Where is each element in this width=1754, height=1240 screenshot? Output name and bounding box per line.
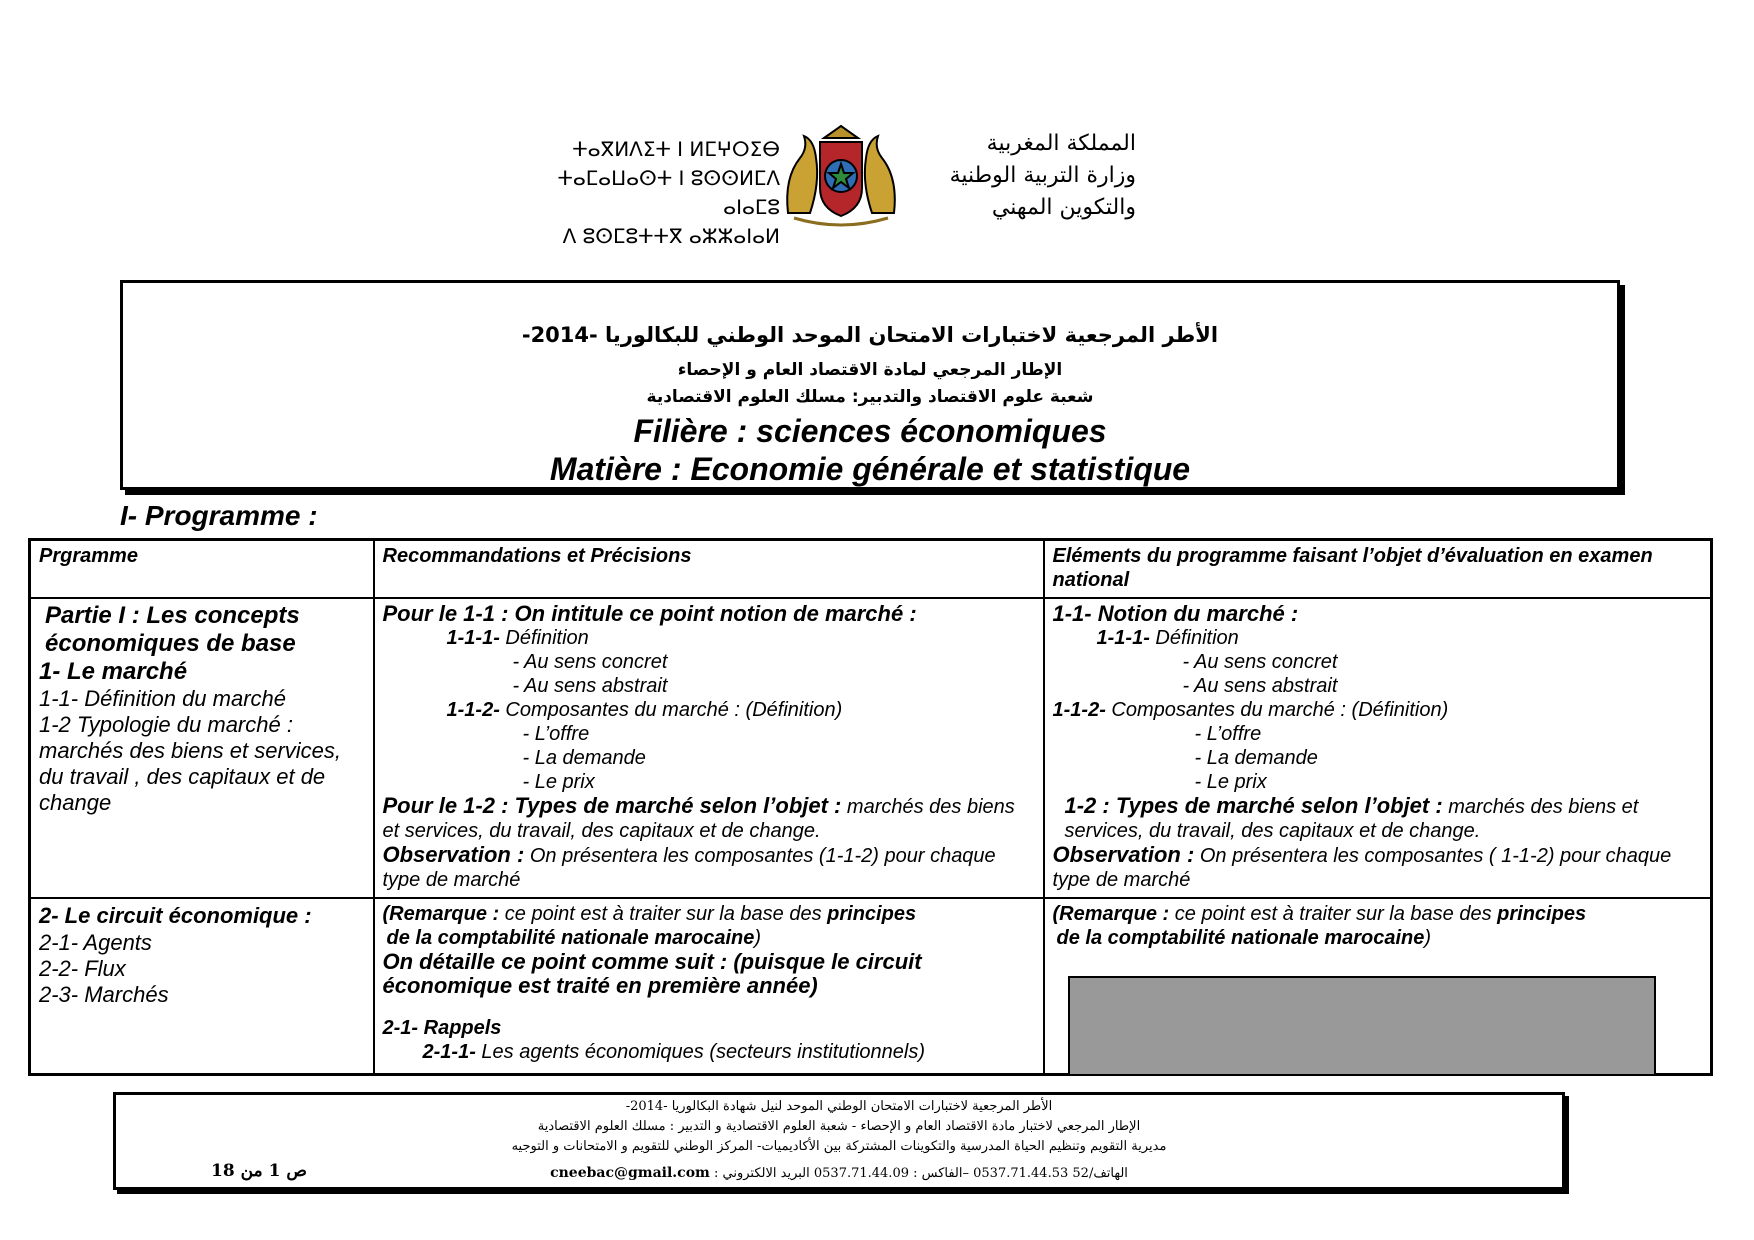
- footer-line: مديرية التقويم وتنظيم الحياة المدرسية والتكوينات المشتركة بين الأكاديميات- المركز الوطني للتقويم و الامتحانات و التوجيه: [511, 1139, 1167, 1154]
- title-filiere: Filière : sciences économiques: [633, 413, 1107, 449]
- evaluation-cell: [1044, 598, 1712, 898]
- item-number: 1-1-1-: [1096, 627, 1150, 649]
- remark-bold: de la comptabilité nationale marocaine: [1056, 927, 1425, 949]
- footer-phone-fax: الهاتف/52 0537.71.44.53 –الفاكس : 0537.71.44.09 البريد الالكتروني :: [713, 1166, 1128, 1181]
- evaluation-intro: 1-1- Notion du marché :: [1052, 601, 1299, 626]
- title-arabic-main: الأطر المرجعية لاختبارات الامتحان الموحد الوطني للبكالوريا -2014-: [521, 323, 1219, 347]
- observation-text: On présentera les composantes (1-1-2) pour chaque type de marché: [382, 845, 996, 891]
- tifinagh-line: ⴷ ⵓⵙⵎⵓⵜⵜⴳ ⴰⵣⵣⴰⵏⴰⵍ: [562, 224, 780, 248]
- remark-bold: de la comptabilité nationale marocaine: [386, 927, 755, 949]
- item-text: - Au sens concret: [512, 651, 668, 673]
- programme-cell: [30, 898, 374, 1075]
- arabic-ministry-line: وزارة التربية الوطنية: [949, 163, 1136, 188]
- gray-placeholder-block: [1068, 976, 1656, 1076]
- tifinagh-line: ⵜⴰⵎⴰⵡⴰⵙⵜ ⵏ ⵓⵙⵙⵍⵎⴷ ⴰⵏⴰⵎⵓ: [557, 166, 780, 219]
- document-title-box: [120, 280, 1620, 490]
- remark-label: (Remarque :: [1052, 903, 1170, 925]
- item-text: - Le prix: [522, 771, 595, 793]
- title-arabic-subject: الإطار المرجعي لمادة الاقتصاد العام و الإحصاء: [677, 360, 1063, 380]
- arabic-ministry-name: [916, 128, 1136, 224]
- table-header-row: [30, 540, 1712, 599]
- recommendations-cell: [374, 898, 1044, 1075]
- item-text: marchés des biens et services, du travail, des capitaux et de change.: [1064, 796, 1639, 842]
- programme-line: 2-1- Agents: [39, 930, 152, 955]
- item-number: 1-1-2-: [1052, 699, 1106, 721]
- observation-text: On présentera les composantes ( 1-1-2) pour chaque type de marché: [1052, 845, 1672, 891]
- programme-line: 2-3- Marchés: [39, 982, 169, 1007]
- item-text: - Le prix: [1194, 771, 1267, 793]
- remark-bold: principes: [1497, 903, 1587, 925]
- item-text: - La demande: [522, 747, 646, 769]
- column-header: Recommandations et Précisions: [374, 540, 1044, 599]
- recommendation-intro: Pour le 1-1 : On intitule ce point notion de marché :: [382, 601, 917, 626]
- column-header: Eléments du programme faisant l’objet d’évaluation en examen national: [1044, 540, 1712, 599]
- tifinagh-line: ⵜⴰⴳⵍⴷⵉⵜ ⵏ ⵍⵎⵖⵔⵉⴱ: [572, 137, 780, 161]
- page-number: ص 1 من 18: [211, 1161, 307, 1181]
- part-title: Partie I : Les concepts économiques de base: [45, 602, 300, 657]
- footer-contact: [116, 1165, 1562, 1181]
- footer-line: الأطر المرجعية لاختبارات الامتحان الوطني الموحد لنيل شهادة البكالوريا -2014-: [625, 1099, 1053, 1114]
- item-heading: 1-2 : Types de marché selon l’objet :: [1064, 793, 1443, 818]
- arabic-ministry-line: والتكوين المهني: [991, 195, 1136, 220]
- table-row: [30, 598, 1712, 898]
- section-title: I- Programme :: [120, 500, 318, 531]
- item-text: Les agents économiques (secteurs institutionnels): [475, 1041, 925, 1063]
- remark-end: ): [1424, 927, 1432, 949]
- footer-line: الإطار المرجعي لاختبار مادة الاقتصاد العام و الإحصاء - شعبة العلوم الاقتصادية و التدبير : مسلك العلوم الاقتصادية: [537, 1119, 1141, 1134]
- item-heading: 2-1- Rappels: [382, 1017, 502, 1039]
- title-matiere: Matière : Economie générale et statistique: [549, 451, 1191, 487]
- item-text: - Au sens concret: [1182, 651, 1338, 673]
- detail-text: On détaille ce point comme suit : (puisque le circuit économique est traité en première année): [382, 949, 922, 998]
- chapter-title: 2- Le circuit économique :: [39, 903, 312, 928]
- programme-line: 2-2- Flux: [39, 956, 126, 981]
- item-number: 1-1-2-: [446, 699, 500, 721]
- observation-label: Observation :: [382, 842, 525, 867]
- item-text: Composantes du marché : (Définition): [499, 699, 843, 721]
- recommendations-cell: [374, 598, 1044, 898]
- item-text: - L’offre: [522, 723, 590, 745]
- remark-text: ce point est à traiter sur la base des: [1169, 903, 1498, 925]
- chapter-title: 1- Le marché: [39, 658, 188, 685]
- programme-line: 1-2 Typologie du marché : marchés des biens et services, du travail , des capitaux et de change: [39, 712, 342, 815]
- item-number: 2-1-1-: [422, 1041, 476, 1063]
- observation-label: Observation :: [1052, 842, 1195, 867]
- item-text: Définition: [1149, 627, 1239, 649]
- page-footer: [113, 1092, 1565, 1190]
- item-text: Composantes du marché : (Définition): [1105, 699, 1449, 721]
- item-text: - Au sens abstrait: [1182, 675, 1338, 697]
- remark-bold: principes: [827, 903, 917, 925]
- arabic-ministry-line: المملكة المغربية: [986, 131, 1136, 156]
- item-text: marchés des biens et services, du travail, des capitaux et de change.: [382, 796, 1015, 842]
- item-number: 1-1-1-: [446, 627, 500, 649]
- item-heading: Pour le 1-2 : Types de marché selon l’objet :: [382, 793, 842, 818]
- item-text: - La demande: [1194, 747, 1318, 769]
- column-header: Prgramme: [30, 540, 374, 599]
- item-text: - L’offre: [1194, 723, 1262, 745]
- coat-of-arms-icon: [780, 118, 902, 230]
- item-text: Définition: [499, 627, 589, 649]
- remark-text: ce point est à traiter sur la base des: [499, 903, 828, 925]
- remark-label: (Remarque :: [382, 903, 500, 925]
- remark-end: ): [754, 927, 762, 949]
- title-arabic-branch: شعبة علوم الاقتصاد والتدبير: مسلك العلوم الاقتصادية: [646, 387, 1094, 407]
- item-text: - Au sens abstrait: [512, 675, 668, 697]
- tifinagh-ministry-name: [540, 135, 780, 251]
- footer-email: cneebac@gmail.com: [550, 1165, 710, 1181]
- programme-cell: [30, 598, 374, 898]
- programme-line: 1-1- Définition du marché: [39, 686, 287, 711]
